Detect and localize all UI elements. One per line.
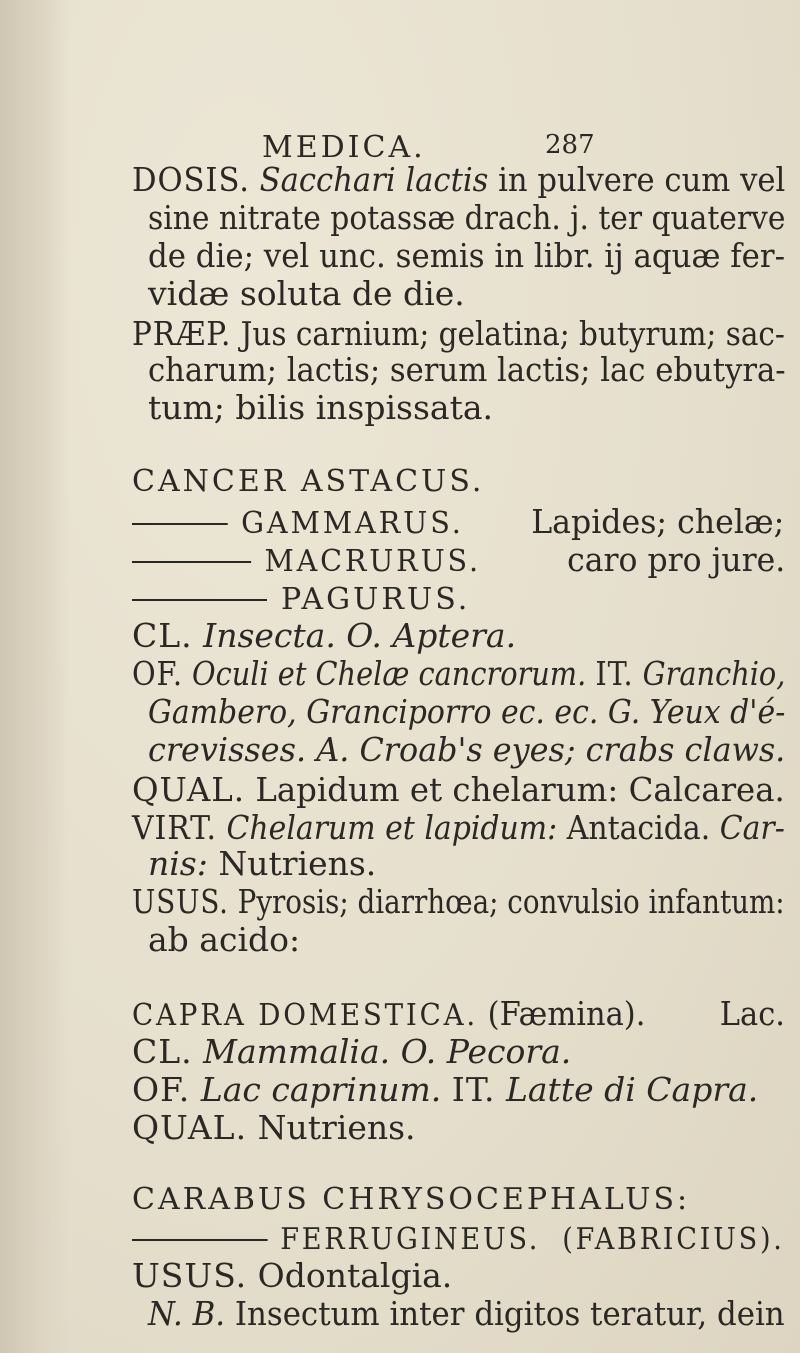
text-line: FERRUGINEUS. (FABRICIUS).	[132, 1218, 785, 1260]
text-line: PRÆP. Jus carnium; gelatina; butyrum; sac-	[132, 314, 785, 353]
text-line: N. B. Insectum inter digitos teratur, dein	[148, 1294, 785, 1333]
text-line: QUAL. Nutriens.	[132, 1108, 416, 1147]
running-title: MEDICA.	[262, 130, 426, 165]
text-line: CL. Insecta. O. Aptera.	[132, 616, 517, 655]
text-line: vidæ soluta de die.	[148, 274, 465, 313]
text-line: crevisses. A. Croab's eyes; crabs claws.	[148, 730, 786, 769]
dash-rule	[132, 599, 267, 601]
text-line: OF. Oculi et Chelæ cancrorum. IT. Granchio,	[132, 654, 786, 693]
text-line: GAMMARUS. Lapides; chelæ;	[132, 502, 784, 544]
page-gutter-shadow	[0, 0, 70, 1353]
page-number: 287	[545, 130, 595, 160]
text-line: de die; vel unc. semis in libr. ij aquæ fer-	[148, 236, 786, 275]
text-line: USUS. Odontalgia.	[132, 1256, 453, 1295]
text-line: PAGURUS.	[132, 578, 470, 620]
text-line: MACRURUS. caro pro jure.	[132, 540, 785, 582]
text-line: USUS. Pyrosis; diarrhœa; convulsio infantum:	[132, 882, 785, 921]
text-line: ab acido:	[148, 920, 301, 959]
text-line: DOSIS. Sacchari lactis in pulvere cum vel	[132, 160, 786, 199]
text-line: OF. Lac caprinum. IT. Latte di Capra.	[132, 1070, 759, 1109]
entry-heading: CARABUS CHRYSOCEPHALUS:	[132, 1182, 691, 1217]
text-line: nis: Nutriens.	[148, 844, 377, 883]
text-line: tum; bilis inspissata.	[148, 388, 494, 427]
text-line: CL. Mammalia. O. Pecora.	[132, 1032, 572, 1071]
dash-rule	[132, 561, 251, 563]
text-line: sine nitrate potassæ drach. j. ter quaterve	[148, 198, 786, 237]
dash-rule	[132, 1239, 268, 1241]
text-line: Gambero, Granciporro ec. ec. G. Yeux d'é-	[148, 692, 786, 731]
text-line: VIRT. Chelarum et lapidum: Antacida. Car-	[132, 808, 785, 847]
text-line: charum; lactis; serum lactis; lac ebutyra-	[148, 350, 786, 389]
text-line: CAPRA DOMESTICA. (Fæmina). Lac.	[132, 994, 785, 1033]
entry-heading: CANCER ASTACUS.	[132, 464, 485, 499]
text-line: QUAL. Lapidum et chelarum: Calcarea.	[132, 770, 785, 809]
dash-rule	[132, 523, 228, 525]
